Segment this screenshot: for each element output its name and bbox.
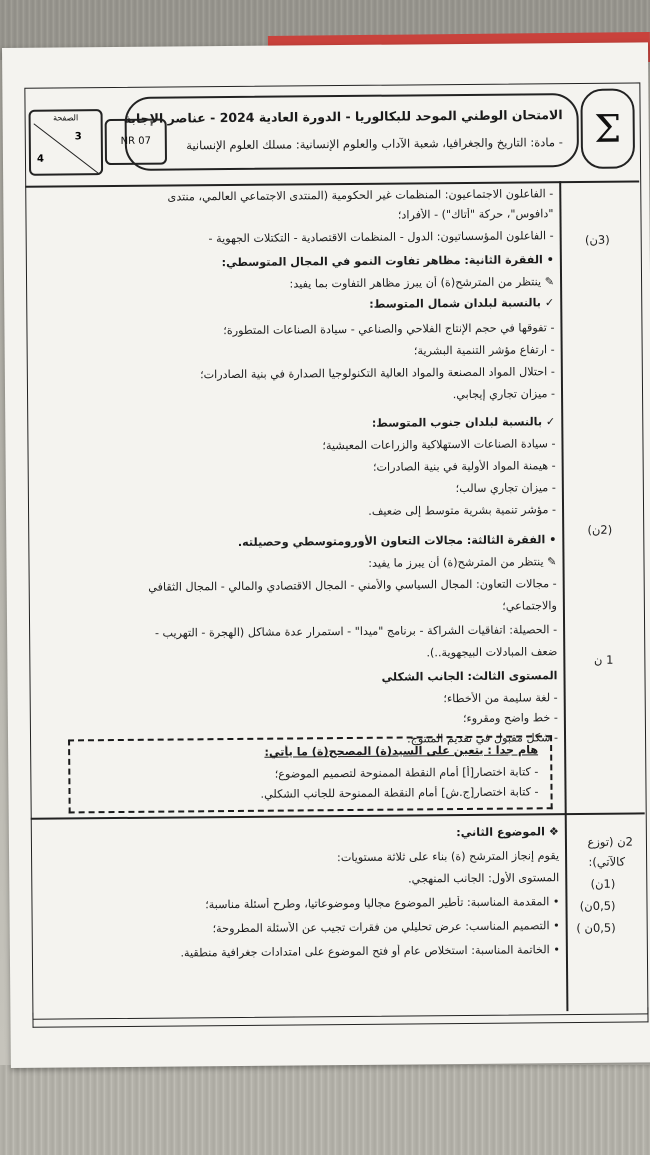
expectation-line-2: ✎ ينتظر من المترشح(ة) أن يبرز ما يفيد: — [368, 555, 557, 570]
form-item-2: - خط واضح ومقروء؛ — [462, 711, 558, 726]
exam-title: الامتحان الوطني الموحد للبكالوريا - الدورة العادية 2024 - عناصر الإجابة — [123, 107, 563, 126]
page-divider — [33, 123, 102, 175]
south-item-3: - ميزان تجاري سالب؛ — [455, 481, 556, 496]
south-item-1: - سيادة الصناعات الاستهلاكية والزراعات المعيشية؛ — [322, 437, 556, 453]
line-social-actors-cont: "دافوس"، حركة "أتاك") - الأفراد؛ — [397, 207, 554, 222]
subject-line: - مادة: التاريخ والجغرافيا، شعبة الآداب والعلوم الإنسانية: مسلك العلوم الإنسانية — [186, 135, 563, 153]
cooperation-fields: - مجالات التعاون: المجال السياسي والأمني - المجال الاقتصادي والمالي - المجال الثقافي — [148, 577, 557, 594]
paragraph-3-heading: • الفقرة الثالثة: مجالات التعاون الأورومتوسطي وحصيلته. — [237, 533, 557, 549]
page-label: الصفحة — [53, 113, 79, 123]
outcome-line: - الحصيلة: اتفاقيات الشراكة - برنامج "ميدا" - استمرار عدة مشاكل (الهجرة - التهريب - — [154, 623, 558, 640]
page-number-box — [29, 109, 104, 176]
form-item-3: - شكل مقبول في تقديم المنتوج. — [407, 731, 559, 746]
topic-2-bullet-2: • التصميم المناسب: عرض تحليلي من فقرات تجيب عن الأسئلة المطروحة؛ — [212, 919, 560, 936]
grade-2-distribution: 2ن (توزع — [587, 834, 634, 849]
grade-3-points: (3ن) — [584, 232, 610, 247]
sigma-logo: Σ — [580, 88, 635, 168]
level-3-heading: المستوى الثالث: الجانب الشكلي — [381, 669, 558, 684]
grade-distribution-label: كالآتي): — [588, 854, 626, 869]
exam-code: NR 07 — [105, 119, 167, 166]
topic-2-level-1: المستوى الأول: الجانب المنهجي. — [408, 871, 560, 886]
topic-2-bullet-3: • الخاتمة المناسبة: استخلاص عام أو فتح الموضوع على امتدادات جغرافية منطقية. — [180, 943, 560, 960]
grade-half-point-conclusion: (0,5ن ) — [576, 920, 616, 936]
south-item-4: - مؤشر تنمية بشرية متوسط إلى ضعيف. — [368, 503, 557, 518]
notice-heading: هام جدا : يتعين على السيد(ة) المصحح(ة) ما يأتي: — [264, 743, 539, 759]
topic-2-intro: يقوم إنجاز المترشح (ة) بناء على ثلاثة مستويات: — [336, 849, 560, 865]
outcome-line-cont: ضعف المبادلات البيجهوية..). — [426, 645, 558, 660]
line-institutional-actors: - الفاعلون المؤسساتيون: الدول - المنظمات الاقتصادية - التكتلات الجهوية - — [208, 229, 554, 246]
grade-half-point-design: (0,5ن) — [579, 898, 616, 913]
grade-1-point: 1 ن — [593, 652, 614, 667]
north-item-4: - ميزان تجاري إيجابي. — [452, 387, 556, 402]
expectation-line: ✎ ينتظر من المترشح(ة) أن يبرز مظاهر التفاوت بما يفيد: — [289, 275, 555, 291]
cooperation-fields-cont: والاجتماعي؛ — [502, 599, 557, 613]
form-item-1: - لغة سليمة من الأخطاء؛ — [443, 691, 558, 706]
south-heading: ✓ بالنسبة لبلدان جنوب المتوسط: — [371, 415, 556, 430]
notice-item-1: - كتابة اختصار[أ] أمام النقطة الممنوحة لتصميم الموضوع؛ — [274, 765, 539, 781]
north-item-2: - ارتفاع مؤشر التنمية البشرية؛ — [413, 343, 555, 358]
paragraph-2-heading: • الفقرة الثانية: مظاهر تفاوت النمو في المجال المتوسطي: — [221, 253, 554, 270]
north-item-3: - احتلال المواد المصنعة والمواد العالية التكنولوجيا الصدارة في بنية الصادرات؛ — [199, 365, 555, 382]
title-box — [124, 93, 579, 171]
grade-1-point-intro: (1ن) — [590, 876, 616, 891]
north-item-1: - تفوقها في حجم الإنتاج الفلاحي والصناعي - سيادة الصناعات المتطورة؛ — [223, 321, 555, 338]
desk-background-bottom — [0, 1065, 650, 1155]
topic-2-bullet-1: • المقدمة المناسبة: تأطير الموضوع مجاليا وموضوعاتيا، وطرح أسئلة مناسبة؛ — [205, 895, 560, 912]
north-heading: ✓ بالنسبة لبلدان شمال المتوسط: — [369, 296, 555, 311]
notice-item-2: - كتابة اختصار[ج.ش] أمام النقطة الممنوحة للجانب الشكلي. — [260, 785, 539, 801]
line-social-actors: - الفاعلون الاجتماعيون: المنظمات غير الحكومية (المنتدى الاجتماعي العالمي، منتدى — [167, 187, 554, 204]
grade-2-points: (2ن) — [587, 522, 613, 537]
exam-answer-sheet — [2, 42, 650, 1068]
south-item-2: - هيمنة المواد الأولية في بنية الصادرات؛ — [372, 459, 556, 474]
topic-2-heading: ❖ الموضوع الثاني: — [456, 825, 559, 840]
page-current: 3 — [74, 131, 82, 143]
page-total: 4 — [36, 153, 44, 165]
sheet-header — [24, 84, 639, 185]
